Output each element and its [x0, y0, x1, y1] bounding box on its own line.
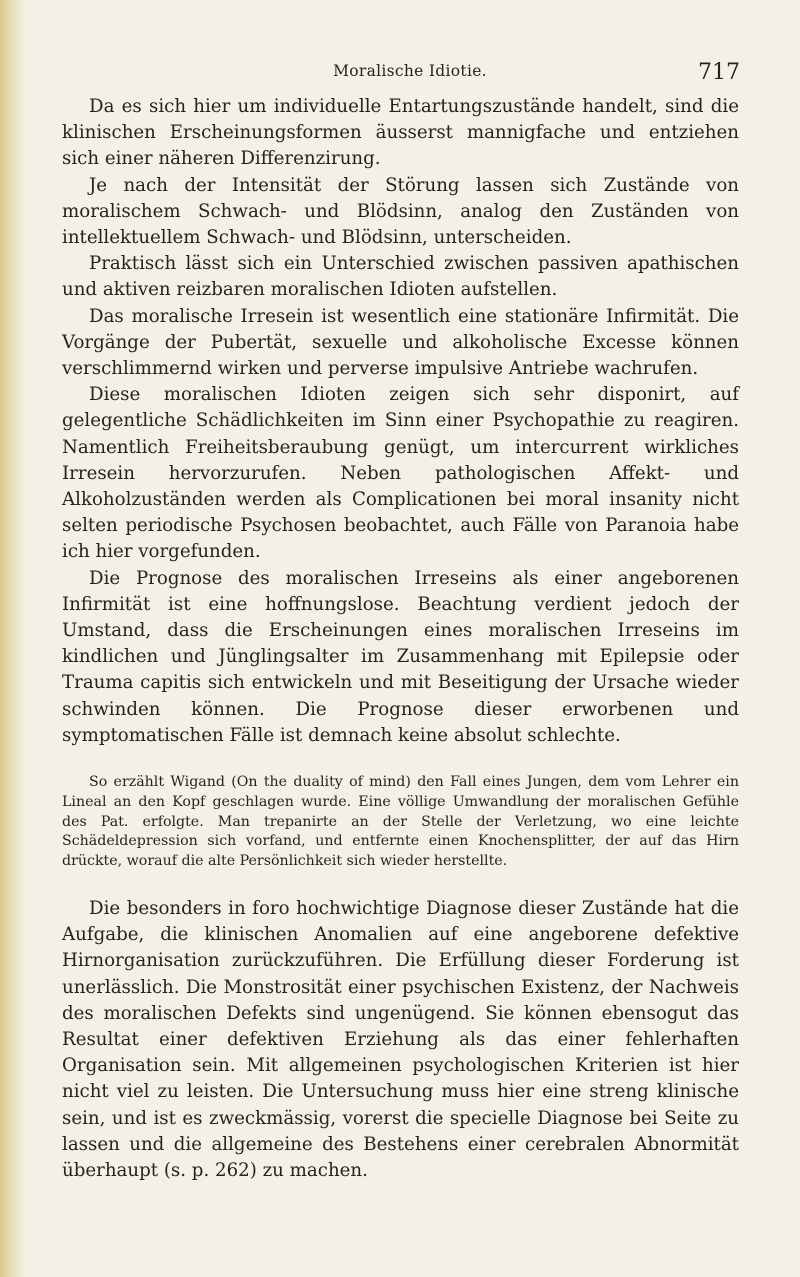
main-text-block [62, 94, 739, 1184]
page-number: 717 [698, 60, 740, 85]
paragraph-diagnosis: Die besonders in foro hochwichtige Diagnose dieser Zustände hat die Aufgabe, die klinischen Anomalien auf eine angeborene defektive Hirnorganisation zurückzuführen. Die Erfüllung dieser Forderung ist unerlässlich. Die Monstrosität einer psychischen Existenz, der Nachweis des moralischen Defekts sind ungenügend. Sie können ebensogut das Resultat einer defektiven Erziehung als das einer fehlerhaften Organisation sein. Mit allgemeinen psychologischen Kriterien ist hier nicht viel zu leisten. Die Untersuchung muss hier eine streng klinische sein, und ist es zweckmässig, vorerst die specielle Diagnose bei Seite zu lassen und die allgemeine des Bestehens einer cerebralen Abnormität überhaupt (s. p. 262) zu machen. [62, 898, 739, 1182]
footnote-wigand-case: So erzählt Wigand (On the duality of mind) den Fall eines Jungen, dem vom Lehrer ein Lineal an den Kopf geschlagen wurde. Eine völlige Umwandlung der moralischen Gefühle des Pat. erfolgte. Man trepanirte an der Stelle der Verletzung, wo eine leichte Schädeldepression sich vorfand, und entfernte einen Knochensplitter, der auf das Hirn drückte, worauf die alte Persönlichkeit sich wieder herstellte. [62, 774, 739, 870]
paragraph-prognosis: Die Prognose des moralischen Irreseins als einer angeborenen Infirmität ist eine hoffnungslose. Beachtung verdient jedoch der Umstand, dass die Erscheinungen eines moralischen Irreseins im kindlichen und Jünglingsalter im Zusammenhang mit Epilepsie oder Trauma capitis sich entwickeln und mit Beseitigung der Ursache wieder schwinden können. Die Prognose dieser erworbenen und symptomatischen Fälle ist demnach keine absolut schlechte. [62, 567, 739, 746]
paragraph-stationary-infirmity: Das moralische Irresein ist wesentlich eine stationäre Infirmität. Die Vorgänge der Pubertät, sexuelle und alkoholische Excesse können verschlimmernd wirken und perverse impulsive Antriebe wachrufen. [62, 305, 739, 380]
paragraph-individual-states: Da es sich hier um individuelle Entartungszustände handelt, sind die klinischen Erscheinungsformen äusserst mannigfache und entziehen sich einer näheren Differenzirung. [62, 96, 739, 170]
running-title: Moralische Idiotie. [333, 62, 487, 80]
paragraph-passive-active: Praktisch lässt sich ein Unterschied zwischen passiven apathischen und aktiven reizbaren moralischen Idioten aufstellen. [62, 253, 739, 301]
paragraph-intensity: Je nach der Intensität der Störung lassen sich Zustände von moralischem Schwach- und Blödsinn, analog den Zuständen von intellektuellem Schwach- und Blödsinn, unterscheiden. [62, 174, 739, 249]
paragraph-disposition: Diese moralischen Idioten zeigen sich sehr disponirt, auf gelegentliche Schädlichkeiten im Sinn einer Psychopathie zu reagiren. Namentlich Freiheitsberaubung genügt, um intercurrent wirkliches Irresein hervorzurufen. Neben pathologischen Affekt- und Alkoholzuständen werden als Complicationen bei moral insanity nicht selten periodische Psychosen beobachtet, auch Fälle von Paranoia habe ich hier vorgefunden. [62, 384, 739, 563]
